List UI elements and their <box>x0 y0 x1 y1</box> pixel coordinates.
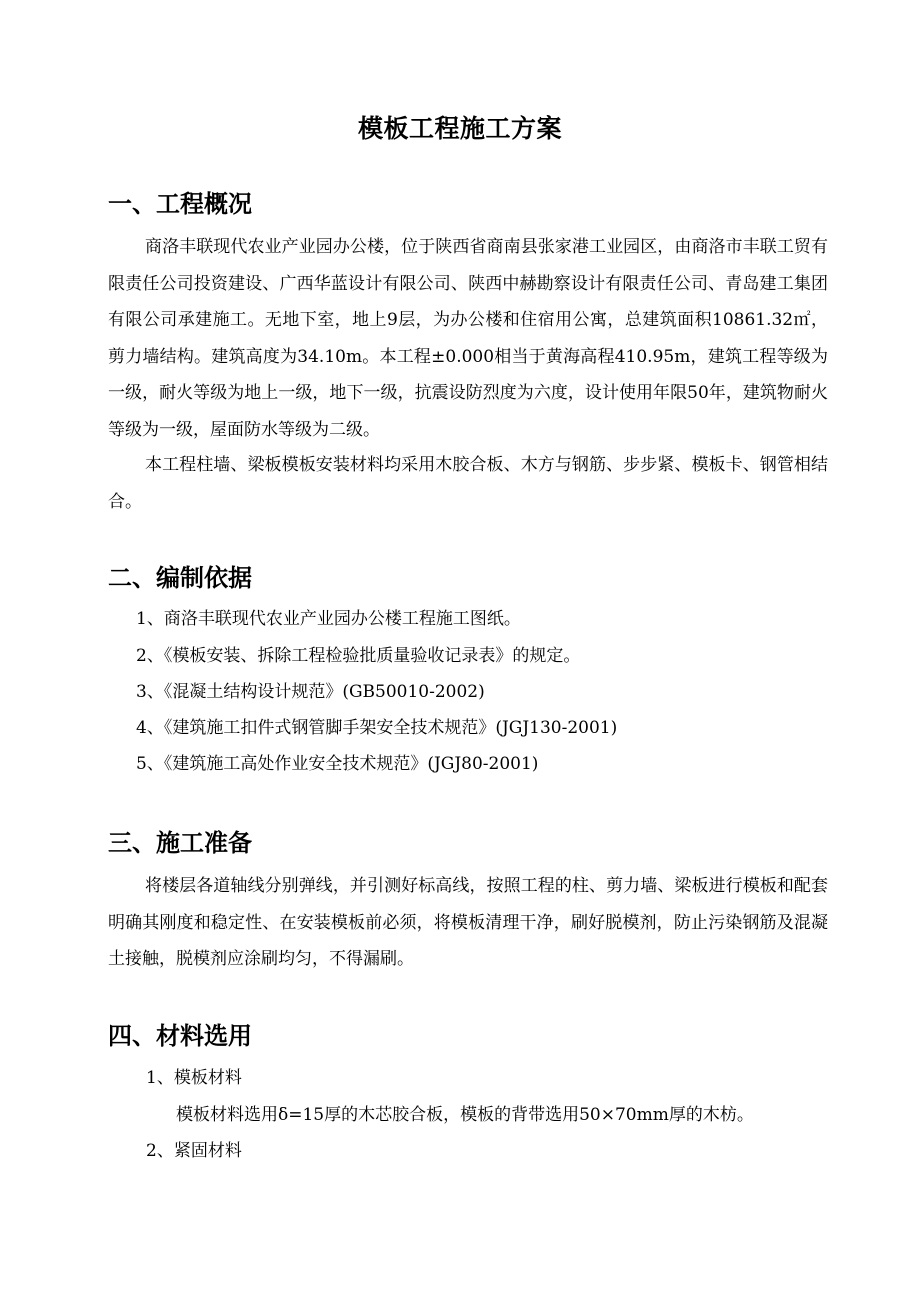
materials-subitem-1-text: 模板材料选用δ=15厚的木芯胶合板，模板的背带选用50×70mm厚的木枋。 <box>176 1105 754 1125</box>
document-title: 模板工程施工方案 <box>357 114 562 143</box>
basis-item-1: 1、商洛丰联现代农业产业园办公楼工程施工图纸。 <box>136 609 521 629</box>
preparation-paragraph: 将楼层各道轴线分别弹线，并引测好标高线，按照工程的柱、剪力墙、梁板进行模板和配套明确其刚度和稳定性、在安装模板前必须，将模板清理干净，刷好脱模剂，防止污染钢筋及混凝土接触，脱模剂应涂刷均匀，不得漏刷。 <box>108 876 828 970</box>
section-heading-overview: 一、工程概况 <box>108 189 252 218</box>
section-heading-materials: 四、材料选用 <box>108 1021 252 1050</box>
basis-item-2: 2、《模板安装、拆除工程检验批质量验收记录表》的规定。 <box>136 646 581 666</box>
basis-item-3: 3、《混凝土结构设计规范》(GB50010-2002) <box>136 682 485 702</box>
materials-subitem-1-label: 1、模板材料 <box>146 1068 242 1088</box>
section-heading-basis: 二、编制依据 <box>108 563 252 592</box>
basis-item-5: 5、《建筑施工高处作业安全技术规范》(JGJ80-2001) <box>136 754 539 774</box>
basis-item-4: 4、《建筑施工扣件式钢管脚手架安全技术规范》(JGJ130-2001) <box>136 718 618 738</box>
materials-subitem-2-label: 2、紧固材料 <box>146 1141 242 1161</box>
section-heading-preparation: 三、施工准备 <box>108 828 252 857</box>
overview-paragraph-2: 本工程柱墙、梁板模板安装材料均采用木胶合板、木方与钢筋、步步紧、模板卡、钢管相结合。 <box>108 455 828 512</box>
overview-paragraph-1: 商洛丰联现代农业产业园办公楼，位于陕西省商南县张家港工业园区，由商洛市丰联工贸有限责任公司投资建设、广西华蓝设计有限公司、陕西中赫勘察设计有限责任公司、青岛建工集团有限公司承建施工。无地下室，地上9层，为办公楼和住宿用公寓，总建筑面积10861.32㎡，剪力墙结构。建筑高度为34.10m。本工程±0.000相当于黄海高程410.95m，建筑工程等级为一级，耐火等级为地上一级，地下一级，抗震设防烈度为六度，设计使用年限50年，建筑物耐火等级为一级，屋面防水等级为二级。 <box>108 237 828 440</box>
